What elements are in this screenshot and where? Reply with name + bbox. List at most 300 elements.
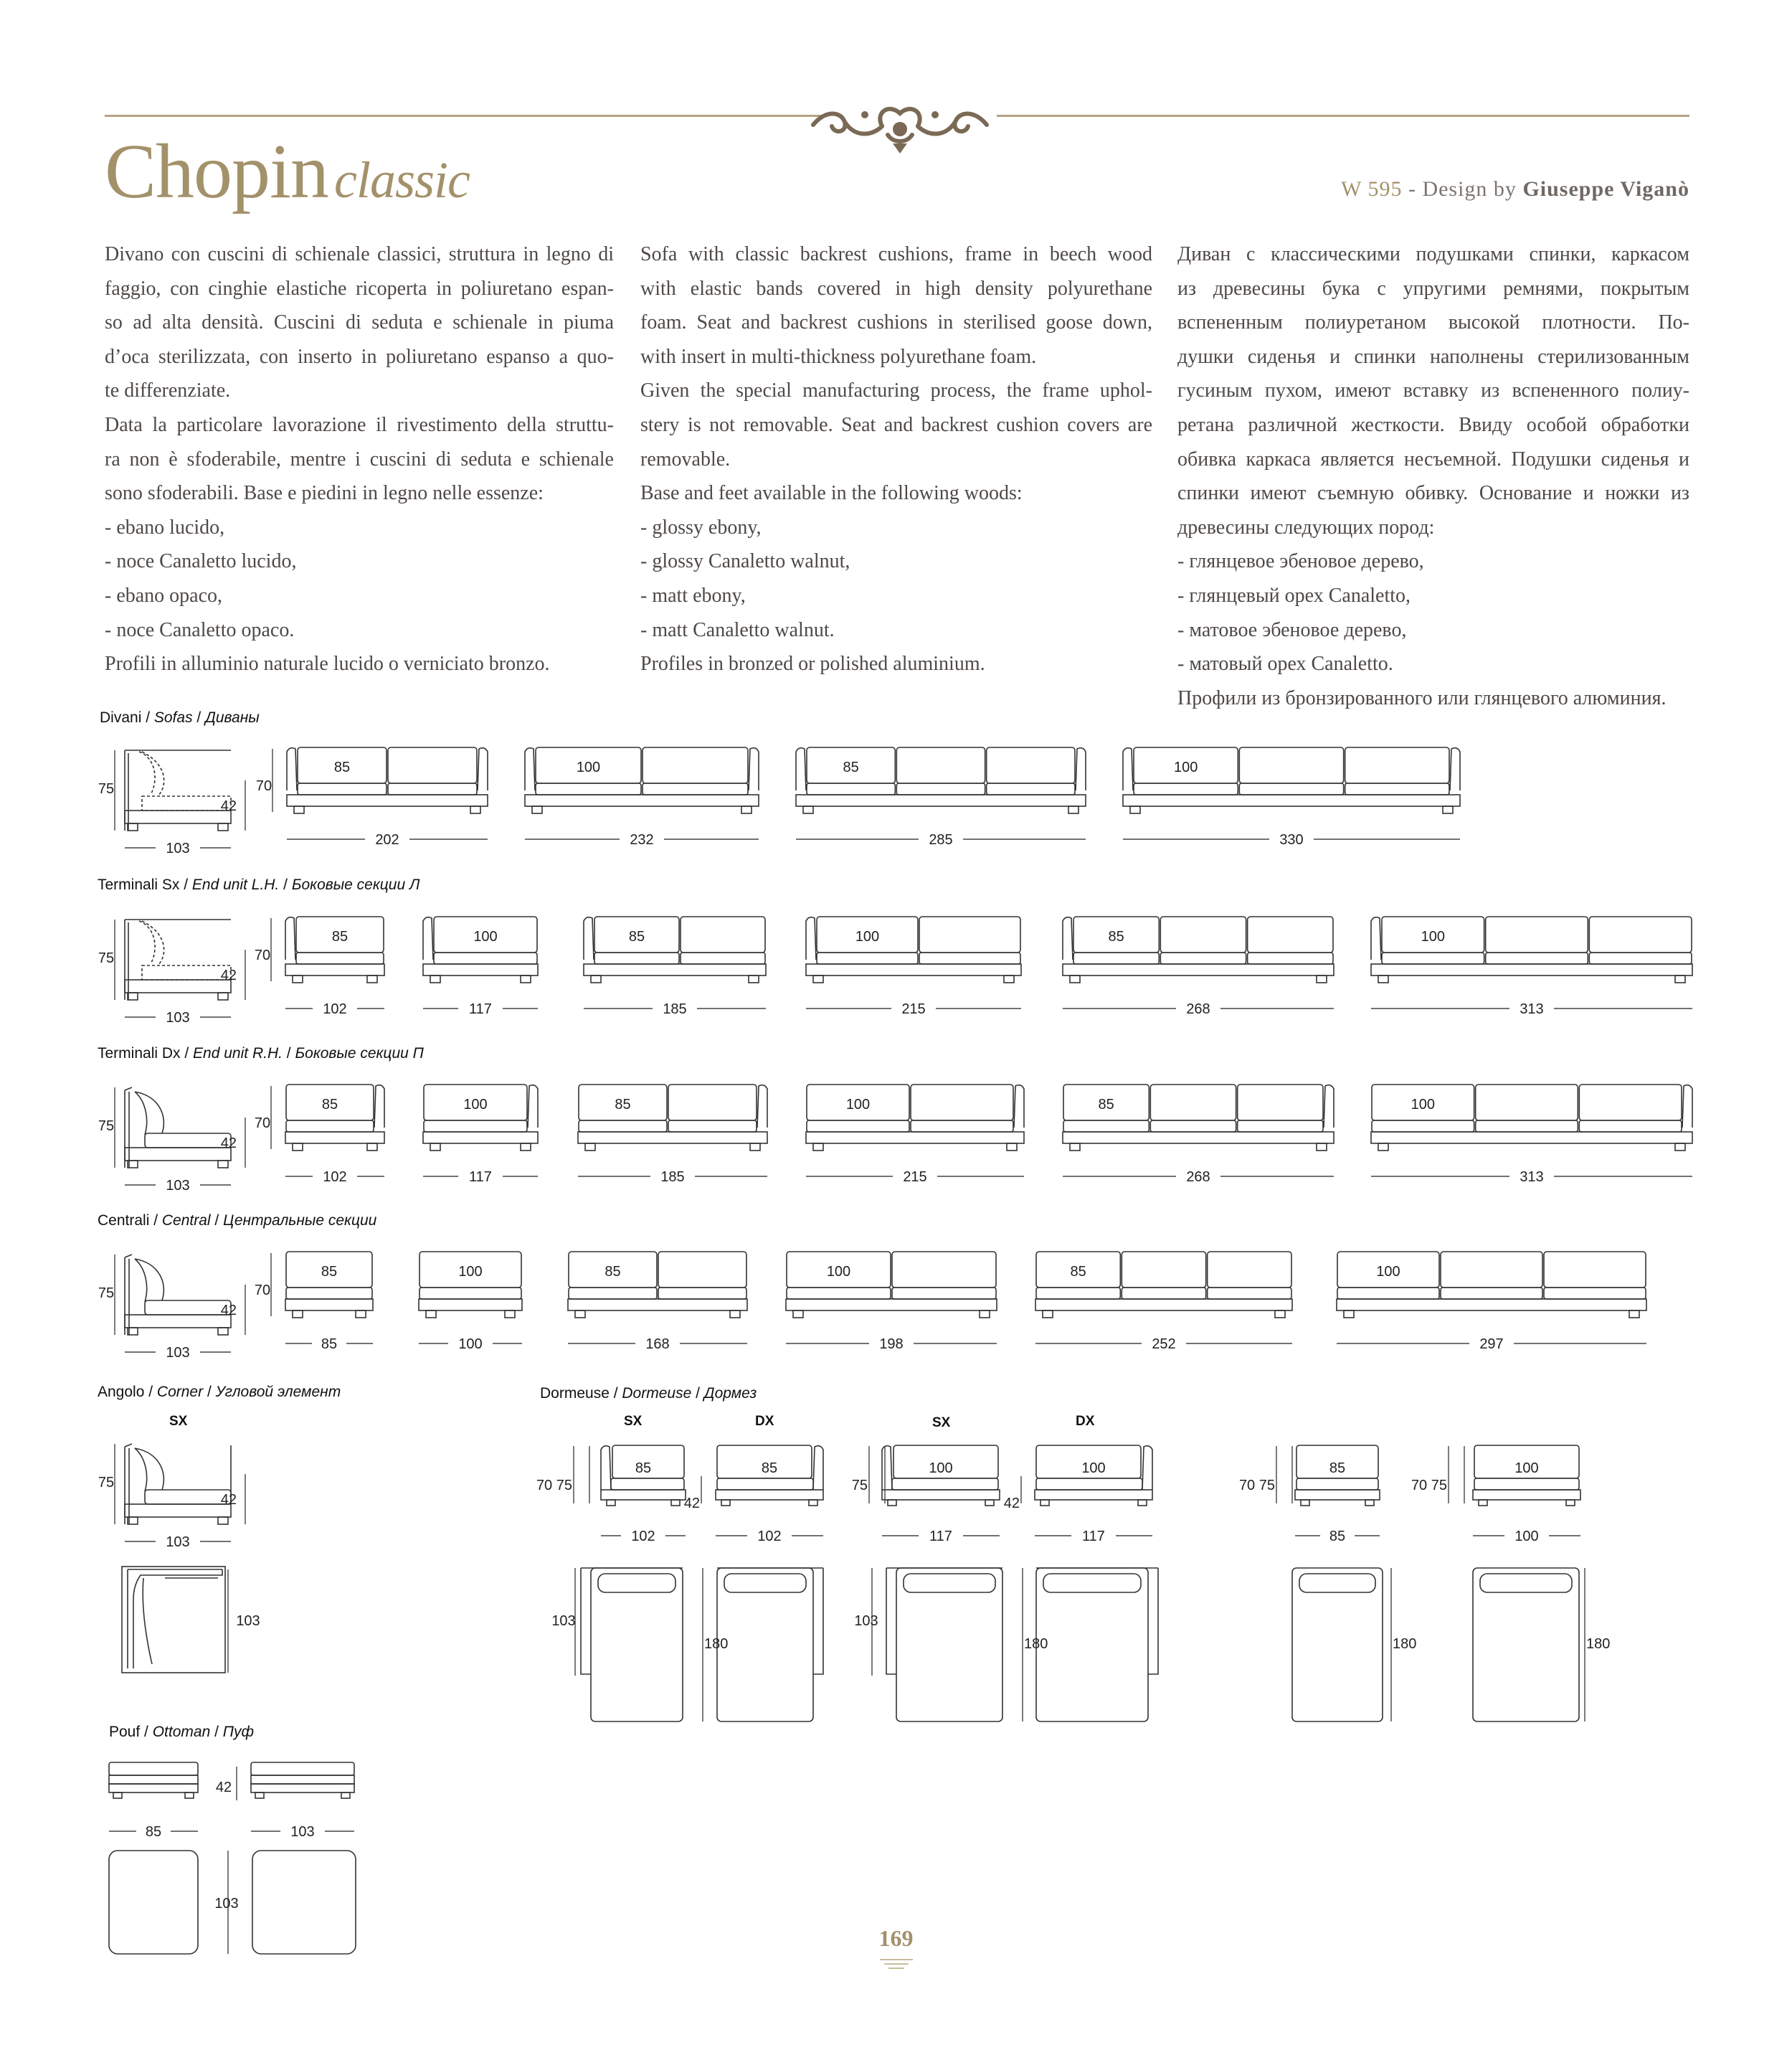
foot-icon bbox=[218, 823, 228, 831]
dormeuse-plan-view bbox=[886, 1568, 1002, 1721]
foot-icon bbox=[128, 993, 138, 1000]
text-line: sono sfoderabili. Base e piedini in legno nelle essenze: bbox=[105, 482, 544, 505]
plan-back-cushion bbox=[1480, 1574, 1572, 1592]
dormeuse-sx-label-2: SX bbox=[932, 1415, 951, 1430]
side-view bbox=[125, 920, 231, 1000]
back-cushion bbox=[1122, 1252, 1205, 1288]
dimension-label: 268 bbox=[1186, 1169, 1210, 1185]
seat-cushion bbox=[424, 1120, 527, 1132]
front-view bbox=[1063, 917, 1334, 983]
section-end-unit-rh: Terminali Dx / End unit R.H. / Боковые секции П bbox=[98, 1045, 424, 1062]
dormeuse-plan-view bbox=[1292, 1568, 1383, 1721]
dimension-label: 103 bbox=[166, 1534, 190, 1550]
dimension-label: 42 bbox=[215, 1780, 232, 1795]
seat-cushion bbox=[1476, 1120, 1578, 1132]
foot-icon bbox=[128, 823, 138, 831]
foot-icon bbox=[113, 1792, 122, 1798]
left-arm bbox=[285, 917, 295, 960]
seat-cushion bbox=[419, 1288, 521, 1299]
plan-outline bbox=[1473, 1568, 1579, 1721]
product-code: W 595 bbox=[1341, 177, 1403, 201]
foot-icon bbox=[591, 976, 601, 983]
base-outline bbox=[125, 1148, 231, 1161]
back-cushion bbox=[1150, 1085, 1236, 1120]
seat-cushion bbox=[1579, 1120, 1682, 1132]
product-name: Chopin bbox=[105, 129, 329, 214]
back-cushion bbox=[1579, 1085, 1682, 1120]
text-line: foam. Seat and backrest cushions in sterilised goose down, bbox=[640, 311, 1152, 334]
seat-cushion bbox=[296, 953, 384, 964]
foot-icon bbox=[367, 976, 377, 983]
text-line: Profiles in bronzed or polished aluminium. bbox=[640, 653, 985, 676]
dimension-label: 103 bbox=[290, 1824, 315, 1840]
dimension-label: 297 bbox=[1479, 1336, 1504, 1352]
dimension-label: 100 bbox=[826, 1264, 851, 1280]
seat-cushion bbox=[1296, 1478, 1378, 1490]
foot-icon bbox=[750, 1143, 760, 1151]
text-line: so ad alta densità. Cuscini di seduta e schienale in piuma bbox=[105, 311, 614, 334]
seat-cushion-outline bbox=[142, 965, 231, 980]
seat-cushion bbox=[1036, 1478, 1142, 1490]
pouf-front-view bbox=[251, 1762, 354, 1798]
right-arm bbox=[1682, 1085, 1692, 1128]
side-back-outline bbox=[125, 1255, 132, 1335]
back-cushion-outline bbox=[135, 1448, 163, 1490]
dimension-label: 100 bbox=[458, 1336, 483, 1352]
text-line: - glossy ebony, bbox=[640, 516, 762, 539]
front-view bbox=[578, 1085, 767, 1151]
dimension-label: 85 bbox=[605, 1264, 621, 1280]
plan-back-cushion bbox=[1043, 1574, 1141, 1592]
corner-plan-cushion bbox=[143, 1578, 218, 1664]
dimension-label: 103 bbox=[551, 1613, 576, 1629]
foot-icon bbox=[1365, 1500, 1374, 1506]
text-line: with insert in multi-thickness polyurethane foam. bbox=[640, 345, 1037, 368]
seat-cushion bbox=[1345, 783, 1449, 795]
left-arm bbox=[287, 748, 297, 790]
foot-icon bbox=[1344, 1310, 1354, 1318]
foot-icon bbox=[1629, 1310, 1639, 1318]
seat-cushion bbox=[1248, 953, 1333, 964]
foot-icon bbox=[430, 1143, 440, 1151]
front-view bbox=[285, 917, 384, 983]
plan-outline bbox=[717, 1568, 813, 1721]
dimension-label: 180 bbox=[704, 1636, 729, 1652]
text-line: d’oca sterilizzata, con inserto in poliuretano espanso a quo- bbox=[105, 345, 614, 368]
plan-arm bbox=[717, 1568, 823, 1674]
dimension-label: 75 bbox=[98, 1118, 115, 1134]
plan-outline bbox=[896, 1568, 1002, 1721]
text-line: Профили из бронзированного или глянцевого алюминия. bbox=[1177, 686, 1667, 709]
foot-icon bbox=[294, 806, 304, 813]
base-outline bbox=[786, 1299, 997, 1310]
seat-cushion bbox=[1372, 1120, 1474, 1132]
right-arm bbox=[757, 1085, 767, 1128]
text-line: обивка каркаса является несъемной. Подушки сиденья и bbox=[1177, 448, 1689, 471]
plan-back-cushion bbox=[904, 1574, 995, 1592]
dimension-label: 180 bbox=[1393, 1636, 1417, 1652]
back-cushion bbox=[1208, 1252, 1291, 1288]
dimension-label: 70 bbox=[254, 1115, 271, 1131]
plan-outline bbox=[1292, 1568, 1383, 1721]
dimension-label: 70 bbox=[254, 948, 271, 963]
back-cushion bbox=[1486, 917, 1588, 953]
dimension-label: 185 bbox=[663, 1001, 687, 1017]
front-view bbox=[1035, 1252, 1292, 1318]
base-outline bbox=[423, 964, 538, 976]
back-cushion bbox=[1238, 1085, 1323, 1120]
base-outline bbox=[125, 980, 231, 993]
dimension-label: 75 bbox=[851, 1478, 868, 1493]
seat-cushion-outline bbox=[145, 1490, 231, 1504]
foot-icon bbox=[1378, 976, 1388, 983]
dimension-label: 100 bbox=[458, 1264, 483, 1280]
dimension-label: 85 bbox=[761, 1460, 778, 1476]
foot-icon bbox=[1070, 1143, 1080, 1151]
dimension-label: 100 bbox=[1411, 1097, 1436, 1113]
pouf-base bbox=[109, 1784, 198, 1792]
dimension-label: 42 bbox=[1003, 1496, 1020, 1511]
dimension-label: 100 bbox=[1173, 760, 1198, 775]
dimension-label: 85 bbox=[635, 1460, 652, 1476]
dormeuse-plan-view bbox=[581, 1568, 683, 1721]
seat-cushion bbox=[1208, 1288, 1291, 1299]
dimension-label: 313 bbox=[1520, 1169, 1544, 1185]
seat-cushion bbox=[896, 783, 985, 795]
left-arm bbox=[601, 1446, 611, 1490]
foot-icon bbox=[1675, 976, 1685, 983]
text-line: - глянцевый орех Canaletto, bbox=[1177, 584, 1411, 607]
left-arm bbox=[1063, 917, 1073, 960]
front-view bbox=[525, 747, 759, 813]
foot-icon bbox=[575, 1310, 585, 1318]
right-arm bbox=[374, 1085, 384, 1128]
right-arm bbox=[1142, 1446, 1152, 1490]
foot-icon bbox=[293, 1310, 303, 1318]
left-arm bbox=[806, 917, 816, 960]
dimension-label: 330 bbox=[1279, 832, 1304, 848]
foot-icon bbox=[532, 806, 542, 813]
back-cushion-outline bbox=[135, 1092, 147, 1135]
left-arm bbox=[584, 917, 594, 960]
foot-icon bbox=[813, 1143, 823, 1151]
plan-outline bbox=[591, 1568, 683, 1721]
dimension-label: 103 bbox=[166, 841, 190, 856]
base-outline bbox=[1371, 1132, 1692, 1143]
seat-cushion bbox=[1134, 783, 1238, 795]
foot-icon bbox=[809, 1500, 817, 1506]
back-cushion bbox=[1544, 1252, 1646, 1288]
front-view bbox=[1063, 1085, 1334, 1151]
foot-icon bbox=[1040, 1500, 1049, 1506]
foot-icon bbox=[218, 993, 228, 1000]
seat-cushion bbox=[658, 1288, 746, 1299]
seat-cushion bbox=[434, 953, 537, 964]
back-cushion bbox=[681, 917, 765, 953]
foot-icon bbox=[341, 1792, 350, 1798]
foot-icon bbox=[218, 1161, 228, 1168]
dimension-label: 70 bbox=[255, 778, 272, 794]
base-outline bbox=[1063, 964, 1334, 976]
front-view bbox=[806, 917, 1021, 983]
base-outline bbox=[125, 1315, 231, 1328]
left-arm bbox=[882, 1446, 892, 1490]
dormeuse-plan-view bbox=[1036, 1568, 1158, 1721]
dimension-label: 100 bbox=[1376, 1264, 1400, 1280]
text-line: Profili in alluminio naturale lucido o verniciato bronzo. bbox=[105, 653, 550, 676]
back-cushion-outline bbox=[142, 752, 164, 796]
plan-back-cushion bbox=[598, 1574, 675, 1592]
corner-plan-view bbox=[122, 1567, 228, 1673]
seat-cushion bbox=[1486, 953, 1588, 964]
dimension-label: 85 bbox=[333, 760, 351, 775]
dimension-label: 180 bbox=[1024, 1636, 1048, 1652]
back-cushion bbox=[911, 1085, 1013, 1120]
base-outline bbox=[584, 964, 766, 976]
dimension-label: 102 bbox=[323, 1169, 347, 1185]
foot-icon bbox=[1138, 1500, 1147, 1506]
dimension-label: 185 bbox=[660, 1169, 685, 1185]
dimension-label: 103 bbox=[166, 1345, 190, 1361]
foot-icon bbox=[741, 806, 752, 813]
front-view bbox=[285, 1252, 373, 1318]
back-cushion bbox=[1476, 1085, 1578, 1120]
text-line: Sofa with classic backrest cushions, frame in beech wood bbox=[640, 243, 1152, 265]
foot-icon bbox=[218, 1517, 228, 1524]
seat-cushion bbox=[388, 783, 477, 795]
dimension-label: 42 bbox=[220, 1135, 237, 1151]
seat-cushion-outline bbox=[145, 1133, 231, 1148]
dimension-label: 103 bbox=[236, 1613, 260, 1629]
front-view bbox=[287, 747, 488, 813]
text-line: древесины следующих пород: bbox=[1177, 516, 1435, 539]
back-cushion bbox=[668, 1085, 757, 1120]
text-line: ra non è sfoderabile, mentre i cuscini di seduta e schienale bbox=[105, 448, 614, 471]
dimension-label: 75 bbox=[98, 1475, 115, 1491]
dimension-label: 102 bbox=[757, 1529, 782, 1544]
front-view bbox=[423, 917, 538, 983]
base-outline bbox=[1123, 795, 1460, 806]
dimension-label: 75 bbox=[98, 781, 115, 797]
dimension-label: 85 bbox=[321, 1336, 338, 1352]
back-cushion bbox=[1160, 917, 1246, 953]
dimension-label: 70 75 bbox=[1411, 1478, 1447, 1493]
dimension-label: 100 bbox=[1514, 1529, 1539, 1544]
seat-cushion-outline bbox=[145, 1300, 231, 1315]
text-line: - ebano opaco, bbox=[105, 584, 223, 607]
pouf-base bbox=[109, 1775, 198, 1784]
back-cushion bbox=[658, 1252, 746, 1288]
dimension-label: 85 bbox=[321, 1097, 338, 1113]
foot-icon bbox=[1479, 1500, 1487, 1506]
foot-icon bbox=[803, 806, 813, 813]
text-line: - матовый орех Canaletto. bbox=[1177, 653, 1393, 676]
base-outline bbox=[806, 964, 1021, 976]
dimension-label: 285 bbox=[929, 832, 953, 848]
text-line: Data la particolare lavorazione il rivestimento della struttu- bbox=[105, 413, 614, 436]
dimension-label: 70 bbox=[254, 1283, 271, 1298]
base-outline bbox=[1035, 1490, 1152, 1500]
dimension-label: 70 75 bbox=[1238, 1478, 1275, 1493]
seat-cushion bbox=[1160, 953, 1246, 964]
back-cushion bbox=[896, 747, 985, 783]
page-number: 169 bbox=[878, 1925, 914, 1951]
right-arm bbox=[749, 748, 759, 790]
text-line: with elastic bands covered in high density polyurethane bbox=[640, 277, 1152, 300]
back-cushion bbox=[388, 747, 477, 783]
left-arm bbox=[796, 748, 806, 790]
base-outline bbox=[285, 1132, 384, 1143]
dimension-label: 117 bbox=[469, 1001, 492, 1017]
dimension-label: 117 bbox=[469, 1169, 492, 1185]
right-arm bbox=[1324, 1085, 1334, 1128]
dimension-label: 268 bbox=[1186, 1001, 1210, 1017]
foot-icon bbox=[980, 1310, 990, 1318]
seat-cushion bbox=[807, 783, 895, 795]
dimension-label: 168 bbox=[645, 1336, 670, 1352]
foot-icon bbox=[356, 1310, 366, 1318]
section-dormeuse: Dormeuse / Dormeuse / Дормез bbox=[540, 1385, 757, 1402]
text-line: Divano con cuscini di schienale classici, struttura in legno di bbox=[105, 243, 614, 265]
section-central: Centrali / Central / Центральные секции bbox=[98, 1212, 377, 1229]
dimension-label: 85 bbox=[1108, 929, 1124, 945]
front-view bbox=[1123, 747, 1460, 813]
text-line: из древесины бука с упругими ремнями, покрытым bbox=[1177, 277, 1689, 300]
dimension-label: 85 bbox=[628, 929, 645, 945]
base-outline bbox=[1063, 1132, 1334, 1143]
seat-cushion bbox=[1122, 1288, 1205, 1299]
seat-cushion bbox=[1544, 1288, 1646, 1299]
text-line: - матовое эбеновое дерево, bbox=[1177, 618, 1407, 641]
foot-icon bbox=[1130, 806, 1140, 813]
foot-icon bbox=[671, 1500, 680, 1506]
seat-cushion bbox=[286, 1120, 374, 1132]
dimension-label: 100 bbox=[1421, 929, 1446, 945]
text-line: Given the special manufacturing process, the frame uphol- bbox=[640, 379, 1152, 402]
foot-icon bbox=[367, 1143, 377, 1151]
right-arm bbox=[1014, 1085, 1024, 1128]
dimension-label: 202 bbox=[375, 832, 399, 848]
seat-cushion bbox=[286, 1288, 372, 1299]
seat-cushion bbox=[1474, 1478, 1579, 1490]
foot-icon bbox=[1443, 806, 1453, 813]
dimension-label: 85 bbox=[615, 1097, 631, 1113]
side-back-outline bbox=[125, 1444, 132, 1524]
seat-cushion bbox=[892, 1288, 996, 1299]
foot-icon bbox=[1566, 1500, 1575, 1506]
dimension-label: 215 bbox=[901, 1001, 926, 1017]
foot-icon bbox=[521, 976, 531, 983]
dimension-label: 85 bbox=[1329, 1529, 1346, 1544]
foot-icon bbox=[793, 1310, 803, 1318]
dormeuse-plan-view bbox=[1473, 1568, 1579, 1721]
text-line: Диван с классическими подушками спинки, каркасом bbox=[1177, 243, 1689, 265]
foot-icon bbox=[1275, 1310, 1285, 1318]
dimension-label: 100 bbox=[929, 1460, 953, 1476]
text-line: - glossy Canaletto walnut, bbox=[640, 550, 850, 573]
seat-cushion bbox=[1382, 953, 1484, 964]
dimension-label: 100 bbox=[576, 760, 601, 775]
base-outline bbox=[1295, 1490, 1380, 1500]
dormeuse-plan-view bbox=[717, 1568, 823, 1721]
section-sofas: Divani / Sofas / Диваны bbox=[100, 709, 260, 726]
dimension-label: 103 bbox=[166, 1178, 190, 1194]
dimension-label: 42 bbox=[220, 968, 237, 983]
text-line: душки сиденья и спинки наполнены стерилизованным bbox=[1177, 345, 1689, 368]
foot-icon bbox=[430, 976, 440, 983]
base-outline bbox=[1473, 1490, 1580, 1500]
text-line: спинки имеют съемную обивку. Основание и ножки из bbox=[1177, 482, 1689, 505]
dimension-label: 75 bbox=[98, 1285, 115, 1301]
seat-cushion bbox=[911, 1120, 1013, 1132]
front-view bbox=[1371, 1085, 1692, 1151]
dimension-label: 100 bbox=[855, 929, 880, 945]
foot-icon bbox=[293, 1143, 303, 1151]
right-arm bbox=[1076, 748, 1086, 790]
foot-icon bbox=[1675, 1143, 1685, 1151]
front-view bbox=[584, 917, 766, 983]
base-outline bbox=[882, 1490, 1000, 1500]
dimension-label: 313 bbox=[1520, 1001, 1544, 1017]
dimension-label: 117 bbox=[929, 1529, 952, 1544]
seat-cushion bbox=[807, 1120, 909, 1132]
section-pouf: Pouf / Ottoman / Пуф bbox=[109, 1724, 255, 1740]
dimension-label: 102 bbox=[631, 1529, 655, 1544]
front-view bbox=[285, 1085, 384, 1151]
seat-cushion bbox=[668, 1120, 757, 1132]
left-arm bbox=[1371, 917, 1381, 960]
front-view bbox=[786, 1252, 997, 1318]
foot-icon bbox=[426, 1310, 436, 1318]
seat-cushion bbox=[987, 783, 1075, 795]
side-back-outline bbox=[125, 1087, 132, 1168]
back-cushion-outline bbox=[135, 1448, 147, 1491]
pouf-base bbox=[251, 1784, 354, 1792]
dimension-label: 100 bbox=[1514, 1460, 1539, 1476]
dimension-label: 103 bbox=[214, 1896, 239, 1912]
dimension-label: 100 bbox=[845, 1097, 871, 1113]
foot-icon bbox=[730, 1310, 740, 1318]
foot-icon bbox=[505, 1310, 515, 1318]
front-view bbox=[423, 1085, 538, 1151]
seat-cushion bbox=[1073, 953, 1159, 964]
foot-icon bbox=[293, 976, 303, 983]
foot-icon bbox=[1068, 806, 1078, 813]
text-line: stery is not removable. Seat and backrest cushion covers are bbox=[640, 413, 1152, 436]
foot-icon bbox=[218, 1328, 228, 1335]
seat-cushion bbox=[1239, 783, 1343, 795]
seat-cushion bbox=[717, 1478, 813, 1490]
left-arm bbox=[525, 748, 535, 790]
text-line: - matt Canaletto walnut. bbox=[640, 618, 835, 641]
left-arm bbox=[1123, 748, 1133, 790]
side-view bbox=[125, 1444, 231, 1524]
back-cushion bbox=[643, 747, 748, 783]
base-outline bbox=[1337, 1299, 1646, 1310]
seat-cushion bbox=[817, 953, 918, 964]
foot-icon bbox=[1043, 1310, 1053, 1318]
text-line: faggio, con cinghie elastiche ricoperta in poliuretano espan- bbox=[105, 277, 614, 300]
foot-icon bbox=[1004, 976, 1014, 983]
plan-arm bbox=[1036, 1568, 1158, 1674]
foot-icon bbox=[721, 1500, 730, 1506]
seat-cushion bbox=[681, 953, 765, 964]
foot-icon bbox=[185, 1792, 194, 1798]
corner-plan-outline bbox=[122, 1567, 225, 1673]
dimension-label: 215 bbox=[903, 1169, 927, 1185]
right-arm bbox=[478, 748, 488, 790]
back-cushion bbox=[1589, 917, 1692, 953]
